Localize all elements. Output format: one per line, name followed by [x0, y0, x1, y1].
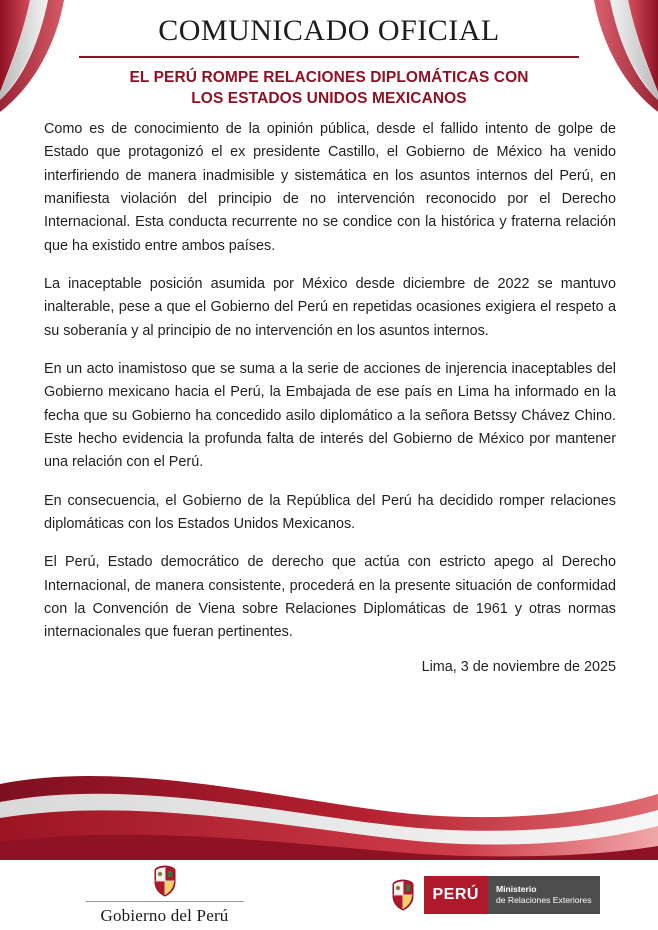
subtitle-line-2: LOS ESTADOS UNIDOS MEXICANOS — [191, 89, 467, 107]
document-header — [0, 14, 658, 110]
ministry-badge — [388, 876, 600, 914]
badge-ministry-label — [488, 876, 600, 914]
badge-shield-container — [388, 876, 424, 914]
footer-divider — [86, 901, 244, 902]
badge-country-label: PERÚ — [424, 876, 488, 914]
place-and-date: Lima, 3 de noviembre de 2025 — [421, 658, 616, 675]
paragraph: Como es de conocimiento de la opinión pública, desde el fallido intento de golpe de Estado que protagonizó el ex presidente Castillo, el Gobierno de México ha venido interfiriendo de manera inadmisible y sistemática en los asuntos internos del Perú, en manifiesta violación del principio de no intervención reconocido por el Derecho Internacional. Esta conducta recurrente no se condice con la histórica y fraterna relación que ha existido entre ambos países. — [44, 121, 616, 254]
title-divider — [79, 56, 579, 58]
peru-shield-icon — [388, 878, 418, 912]
government-logo — [0, 864, 329, 926]
document-body — [44, 118, 616, 675]
government-label: Gobierno del Perú — [100, 906, 229, 925]
ministry-line-1: Ministerio — [495, 884, 537, 895]
page-title: COMUNICADO OFICIAL — [158, 14, 500, 47]
ministry-line-2: de Relaciones Exteriores — [495, 895, 592, 905]
paragraph: En consecuencia, el Gobierno de la República del Perú ha decidido romper relaciones diplomáticas con los Estados Unidos Mexicanos. — [44, 492, 616, 532]
paragraph: La inaceptable posición asumida por México desde diciembre de 2022 se mantuvo inalterable, pese a que el Gobierno del Perú en repetidas ocasiones exigiera el respeto a su soberanía y al principio de no intervención en los asuntos internos. — [44, 275, 616, 339]
paragraph: En un acto inamistoso que se suma a la serie de acciones de injerencia inaceptables del Gobierno mexicano hacia el Perú, la Embajada de ese país en Lima ha informado en la fecha que su Gobierno ha concedido asilo diplomático a la señora Betssy Chávez Chino. Este hecho evidencia la profunda falta de interés del Gobierno de México por mantener una relación con el Perú. — [44, 360, 616, 471]
subtitle-line-1: EL PERÚ ROMPE RELACIONES DIPLOMÁTICAS CON — [129, 69, 529, 86]
paragraph: El Perú, Estado democrático de derecho que actúa con estricto apego al Derecho Internacional, de manera consistente, procederá en la presente situación de conformidad con la Convención de Viena sobre Relaciones Diplomáticas de 1961 y otras normas internacionales que fueran pertinentes. — [44, 554, 616, 641]
peru-coat-of-arms-icon — [150, 864, 180, 898]
bottom-decorative-waves — [0, 750, 658, 860]
document-footer — [0, 860, 658, 930]
document-subtitle — [0, 68, 658, 110]
ministry-logo — [329, 876, 658, 914]
